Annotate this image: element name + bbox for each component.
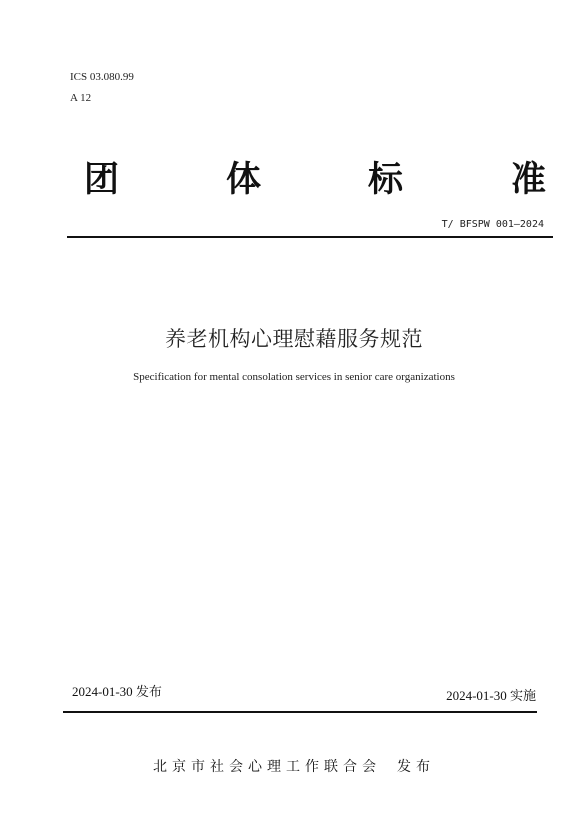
classification-code: A 12 <box>70 92 92 104</box>
implement-date: 2024-01-30 实施 <box>446 688 536 703</box>
standard-type-char-2: 体 <box>226 160 262 200</box>
publisher-line <box>0 756 588 776</box>
publisher-verb: 发布 <box>397 759 435 775</box>
document-title-chinese: 养老机构心理慰藉服务规范 <box>165 327 423 351</box>
standard-type-char-1: 团 <box>84 160 120 200</box>
publisher-org: 北京市社会心理工作联合会 <box>153 759 381 775</box>
footer-divider <box>63 711 537 713</box>
document-title-english: Specification for mental consolation services in senior care organizations <box>133 371 455 383</box>
publish-date: 2024-01-30 发布 <box>72 684 162 699</box>
header-divider <box>67 236 553 238</box>
ics-code: ICS 03.080.99 <box>70 71 134 83</box>
standard-type-char-3: 标 <box>368 160 404 200</box>
standard-type-char-4: 准 <box>511 160 547 200</box>
standard-code: T/ BFSPW 001—2024 <box>441 219 544 230</box>
